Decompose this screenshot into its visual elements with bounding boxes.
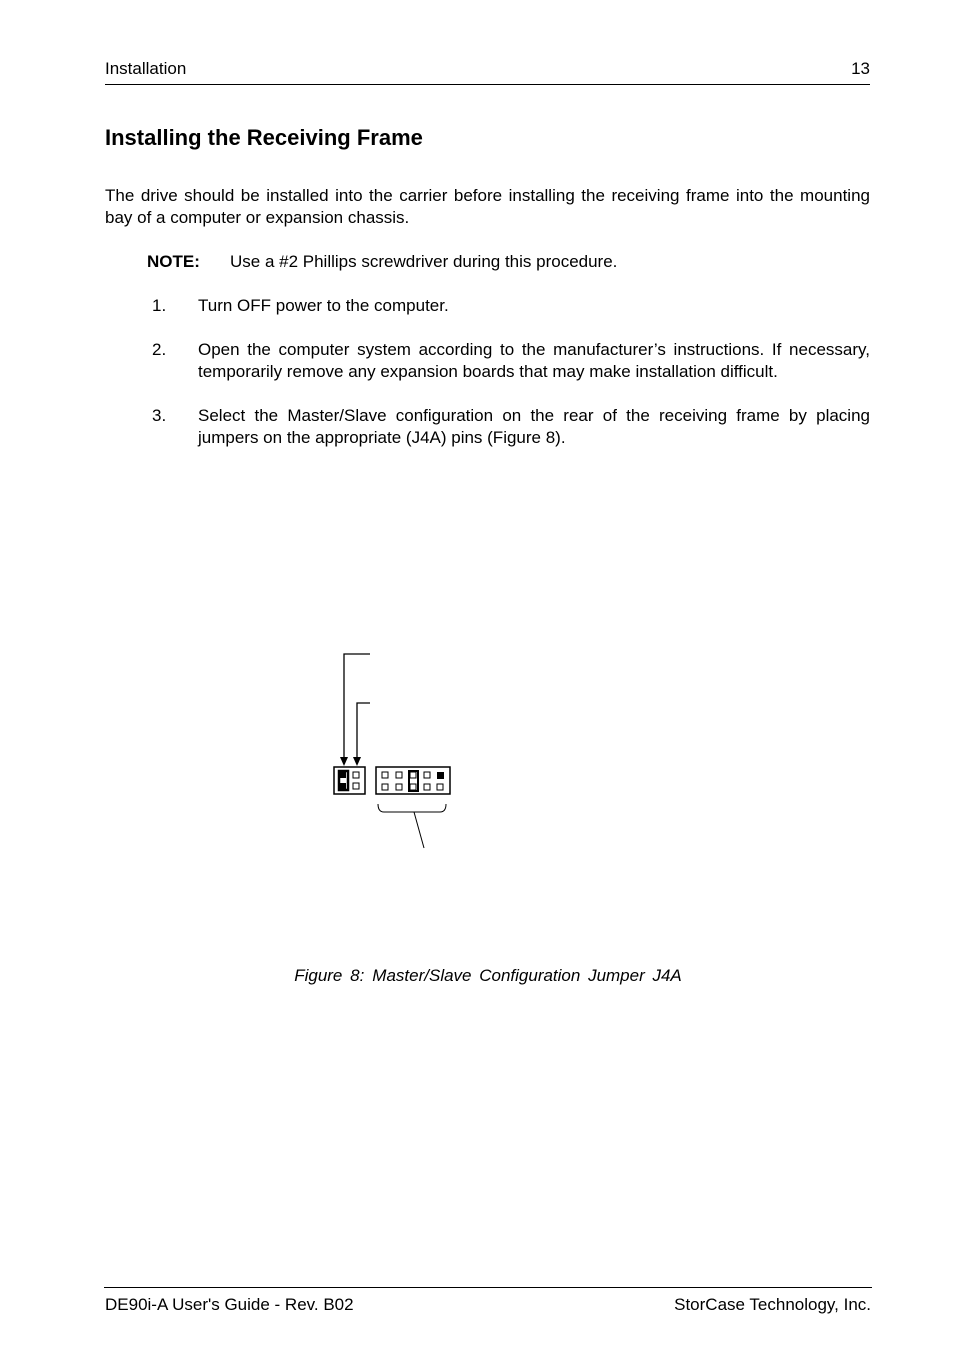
step-text: Open the computer system according to the manufacturer’s instructions. If necessary, temporarily remove any expansion boards that may make installation difficult. <box>198 340 870 381</box>
arrowhead <box>353 757 361 766</box>
list-item <box>150 405 870 449</box>
footer-company: StorCase Technology, Inc. <box>674 1295 871 1314</box>
section-title: Installing the Receiving Frame <box>105 125 423 150</box>
header-section: Installation <box>105 59 187 78</box>
page-footer <box>104 1287 872 1314</box>
figure-caption <box>0 966 954 986</box>
step-number: 3. <box>152 406 167 425</box>
step-text: Select the Master/Slave configuration on the rear of the receiving frame by placing jumpers on the appropriate (J4A) pins (Figure 8). <box>198 406 870 447</box>
step-number: 1. <box>152 296 167 315</box>
slave-leader-arrow <box>357 703 370 758</box>
j4a-jumper-block <box>334 767 365 794</box>
arrowhead <box>340 757 348 766</box>
header-bracket <box>378 804 446 848</box>
footer-document-title: DE90i-A User's Guide - Rev. B02 <box>105 1295 354 1314</box>
figure-caption-text: Master/Slave Configuration Jumper J4A <box>372 966 682 985</box>
figure-label: Figure 8: <box>294 966 365 985</box>
note <box>147 251 617 273</box>
step-number: 2. <box>152 340 167 359</box>
list-item <box>150 295 870 317</box>
step-list <box>150 295 870 471</box>
intro-paragraph: The drive should be installed into the carrier before installing the receiving frame into the mounting bay of a computer or expansion chassis. <box>105 186 870 227</box>
jumper-diagram <box>320 640 470 855</box>
note-label: NOTE: <box>147 252 200 271</box>
page-header <box>105 59 870 85</box>
note-text: Use a #2 Phillips screwdriver during this procedure. <box>230 252 618 271</box>
pin-header-block <box>376 767 450 794</box>
page-number: 13 <box>851 59 870 78</box>
list-item <box>150 339 870 383</box>
step-text: Turn OFF power to the computer. <box>198 296 449 315</box>
